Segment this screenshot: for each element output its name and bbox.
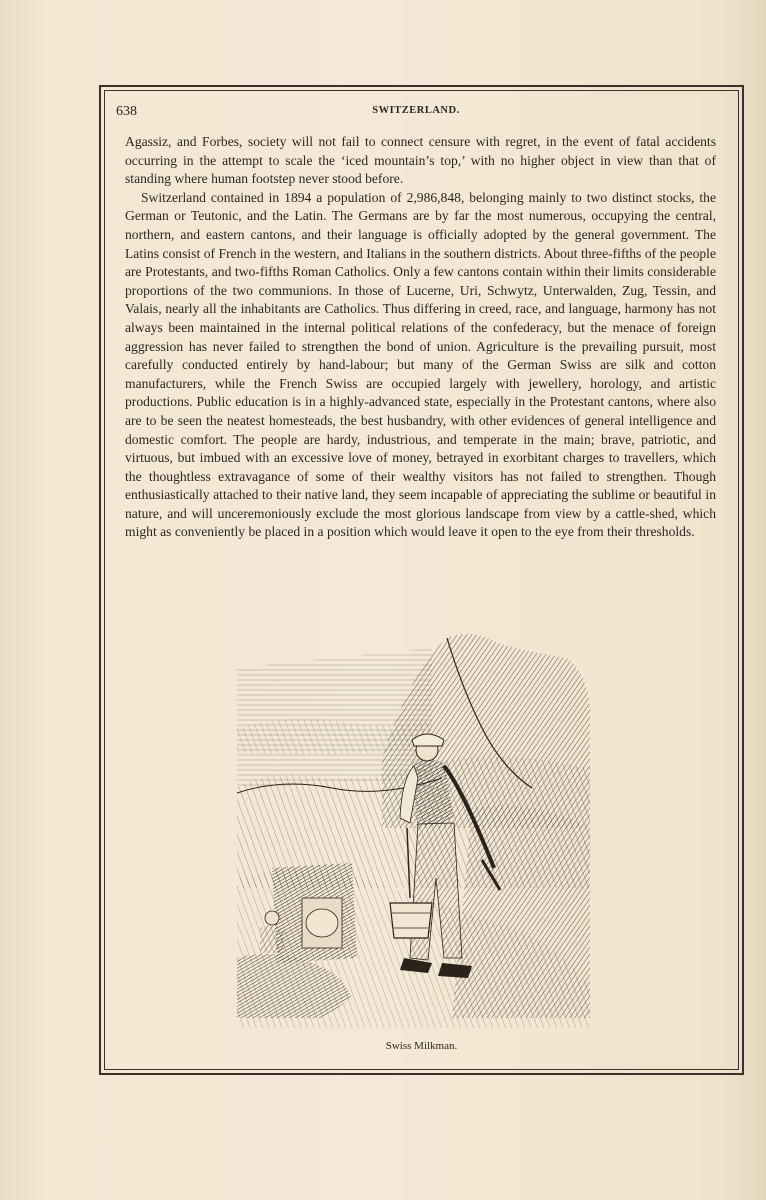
cow-head [306, 909, 338, 937]
page-header [116, 104, 716, 124]
body-text [125, 133, 716, 542]
running-title: SWITZERLAND. [372, 105, 460, 116]
swiss-milkman-engraving [232, 628, 592, 1028]
paragraph-2: Switzerland contained in 1894 a population of 2,986,848, belonging mainly to two distinct stocks, the German or Teutonic, and the Latin. The Germans are by far the most numerous, occupying the central, northern, and eastern cantons, and their language is officially adopted by the general government. The Latins consist of French in the western, and Italians in the southern districts. About three-fifths of the people are Protestants, and two-fifths Roman Catholics. Only a few cantons contain within their limits considerable proportions of the two communions. In those of Lucerne, Uri, Schwytz, Unterwalden, Zug, Tessin, and Valais, nearly all the inhabitants are Catholics. Thus differing in creed, race, and language, harmony has not always been maintained in the internal political relations of the confederacy, but the menace of foreign aggression has never failed to strengthen the bond of union. Agriculture is the prevailing pursuit, most carefully conducted entirely by hand-labour; but many of the German Swiss are silk and cotton manufacturers, while the French Swiss are occupied largely with jewellery, horology, and artistic productions. Public education is in a highly-advanced state, especially in the Protestant cantons, where also are to be seen the neatest homesteads, the best husbandry, with other evidences of general intelligence and domestic comfort. The people are hardy, industrious, and temperate in the main; brave, patriotic, and virtuous, but imbued with an excessive love of money, betrayed in exorbitant charges to travellers, which the thoughtless extravagance of some of their wealthy visitors has not failed to strengthen. Though enthusiastically attached to their native land, they seem incapable of appreciating the sublime or beautiful in nature, and will unceremoniously exclude the most glorious landscape from view by a cattle-shed, which might as conveniently be placed in a position which would leave it open to the eye from their thresholds. [125, 189, 716, 540]
boy-head [265, 911, 279, 925]
boy-body [260, 926, 284, 953]
paragraph-1: Agassiz, and Forbes, society will not fail to connect censure with regret, in the event of fatal accidents occurring in the attempt to scale the ‘iced mountain’s top,’ with no higher object in view than that of standing where human footstep never stood before. [125, 134, 716, 187]
page-number: 638 [116, 104, 137, 119]
milk-pail [390, 903, 432, 938]
engraving-illustration [232, 628, 592, 1028]
figure-caption: Swiss Milkman. [385, 1040, 458, 1052]
